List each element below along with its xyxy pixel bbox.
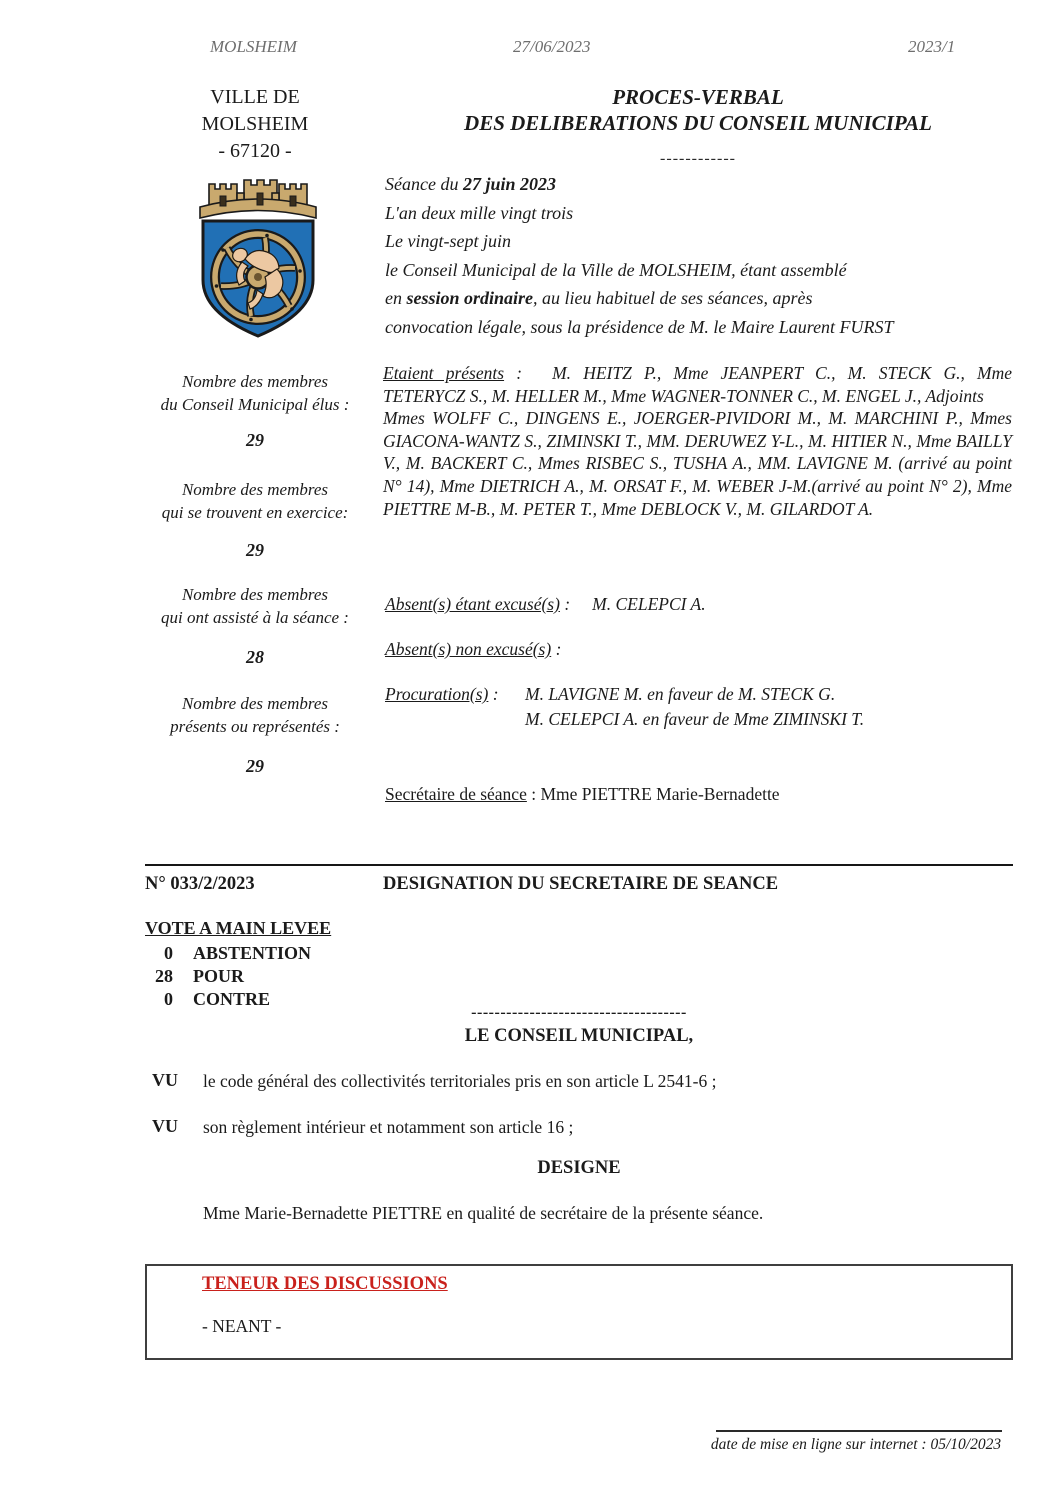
header-page-ref: 2023/1 <box>908 37 956 56</box>
seance-line5: en session ordinaire, au lieu habituel de ses séances, après <box>385 288 813 308</box>
section-divider <box>145 864 1013 866</box>
discussions-content: - NEANT - <box>202 1316 282 1336</box>
membres-assiste-label: Nombre des membres qui ont assisté à la séance : <box>161 585 349 627</box>
procurations-block <box>385 682 864 732</box>
ville-line2: MOLSHEIM <box>201 113 309 135</box>
designe-text: Mme Marie-Bernadette PIETTRE en qualité de secrétaire de la présente séance. <box>203 1203 764 1223</box>
membres-exercice-value: 29 <box>246 540 264 560</box>
secretary-label: Secrétaire de séance <box>385 784 527 804</box>
seance-line3: Le vingt-sept juin <box>385 231 511 251</box>
document-title <box>383 84 1013 168</box>
vu-text-1: le code général des collectivités territoriales pris en son article L 2541-6 ; <box>203 1071 717 1091</box>
title-separator: ------------ <box>660 150 736 167</box>
vote-row-pour: 28 POUR <box>155 966 244 986</box>
ville-line3: - 67120 - <box>218 140 292 162</box>
ville-line1: VILLE DE <box>210 86 300 108</box>
seance-line2: L'an deux mille vingt trois <box>385 202 574 223</box>
designe-heading: DESIGNE <box>537 1158 621 1178</box>
title-line1: PROCES-VERBAL <box>612 85 784 109</box>
absent-excused-value: M. CELEPCI A. <box>592 594 706 614</box>
vu-text-2: son règlement intérieur et notamment son article 16 ; <box>203 1117 574 1137</box>
footer-publication-date: date de mise en ligne sur internet : 05/10/2023 <box>710 1436 1002 1453</box>
seance-line1: Séance du 27 juin 2023 <box>385 174 556 194</box>
procuration-line: M. LAVIGNE M. en faveur de M. STECK G. <box>525 684 836 704</box>
attendees-label: Etaient présents <box>383 363 505 383</box>
header-date: 27/06/2023 <box>513 37 591 56</box>
absent-excused-label: Absent(s) étant excusé(s) <box>385 594 560 614</box>
vote-title: VOTE A MAIN LEVEE <box>145 918 332 938</box>
vote-results <box>145 942 311 1011</box>
seance-block <box>385 170 1013 341</box>
secretary-value: Mme PIETTRE Marie-Bernadette <box>540 784 780 804</box>
vote-row-abstention: 0 ABSTENTION <box>164 943 312 963</box>
membres-elus-value: 29 <box>246 430 264 450</box>
membres-assiste-value: 28 <box>246 647 264 667</box>
ville-block <box>145 84 365 165</box>
secretary-line: Secrétaire de séance : Mme PIETTRE Marie-Bernadette <box>385 784 780 804</box>
membres-representes-value: 29 <box>246 756 264 776</box>
header-commune: MOLSHEIM <box>210 37 297 56</box>
absent-not-excused-label: Absent(s) non excusé(s) <box>385 639 552 659</box>
attendees-part1: M. HEITZ P., Mme JEANPERT C., M. STECK G., Mme TETERYCZ S., M. HELLER M., Mme WAGNER-TONNER C., M. ENGEL J., Adjoints <box>383 363 1013 406</box>
vu-label-2: VU <box>152 1116 178 1136</box>
mural-crown-icon <box>200 180 316 218</box>
discussions-title: TENEUR DES DISCUSSIONS <box>202 1274 448 1294</box>
attendees-paragraph: Etaient présents : M. HEITZ P., Mme JEANPERT C., M. STECK G., Mme TETERYCZ S., M. HELLER M., Mme WAGNER-TONNER C., M. ENGEL J., Adjoints Mmes WOLFF C., DINGENS E., JOERGER-PIVIDORI M., M. MARCHINI P., Mmes GIACONA-WANTZ S., ZIMINSKI T., MM. DERUWEZ Y-L., M. HITIER N., Mme BAILLY V., M. BACKERT C., Mmes RISBEC S., TUSHA A., MM. LAVIGNE M. (arrivé au point N° 14), Mme DIETRICH A., M. ORSAT F., M. WEBER J-M.(arrivé au point N° 2), Mme PIETTRE M-B., M. PETER T., Mme DEBLOCK V., M. GILARDOT A. <box>383 363 1013 519</box>
deliberation-heading: DESIGNATION DU SECRETAIRE DE SEANCE <box>383 874 779 894</box>
procuration-line: M. CELEPCI A. en faveur de Mme ZIMINSKI T. <box>525 709 865 729</box>
vu-label-1: VU <box>152 1070 178 1090</box>
title-line2: DES DELIBERATIONS DU CONSEIL MUNICIPAL <box>464 111 932 135</box>
absent-not-excused-line: Absent(s) non excusé(s) : <box>385 639 562 659</box>
council-heading: LE CONSEIL MUNICIPAL, <box>464 1026 694 1046</box>
procurations-values <box>525 682 864 732</box>
discussions-box <box>145 1264 1013 1360</box>
dashed-separator: ------------------------------------- <box>471 1004 687 1021</box>
membres-elus-label: Nombre des membres du Conseil Municipal élus : <box>160 372 350 414</box>
membres-exercice-label: Nombre des membres qui se trouvent en exercice: <box>161 480 349 522</box>
absent-excused-line: Absent(s) étant excusé(s) : M. CELEPCI A. <box>385 594 706 614</box>
membres-representes-label: Nombre des membres présents ou représentés : <box>170 694 340 736</box>
attendees-part2: Mmes WOLFF C., DINGENS E., JOERGER-PIVIDORI M., M. MARCHINI P., Mmes GIACONA-WANTZ S., ZIMINSKI T., MM. DERUWEZ Y-L., M. HITIER N., Mme BAILLY V., M. BACKERT C., Mmes RISBEC S., TUSHA A., MM. LAVIGNE M. (arrivé au point N° 14), Mme DIETRICH A., M. ORSAT F., M. WEBER J-M.(arrivé au point N° 2), Mme PIETTRE M-B., M. PETER T., Mme DEBLOCK V., M. GILARDOT A. <box>383 408 1012 519</box>
vote-row-contre: 0 CONTRE <box>164 989 271 1009</box>
seance-line6: convocation légale, sous la présidence de M. le Maire Laurent FURST <box>385 316 894 337</box>
molsheim-coat-of-arms <box>193 176 323 344</box>
deliberation-number: N° 033/2/2023 <box>145 874 255 894</box>
seance-line4: le Conseil Municipal de la Ville de MOLSHEIM, étant assemblé <box>385 259 847 280</box>
procurations-label: Procuration(s) : <box>385 684 499 704</box>
footer-divider <box>716 1430 1002 1432</box>
